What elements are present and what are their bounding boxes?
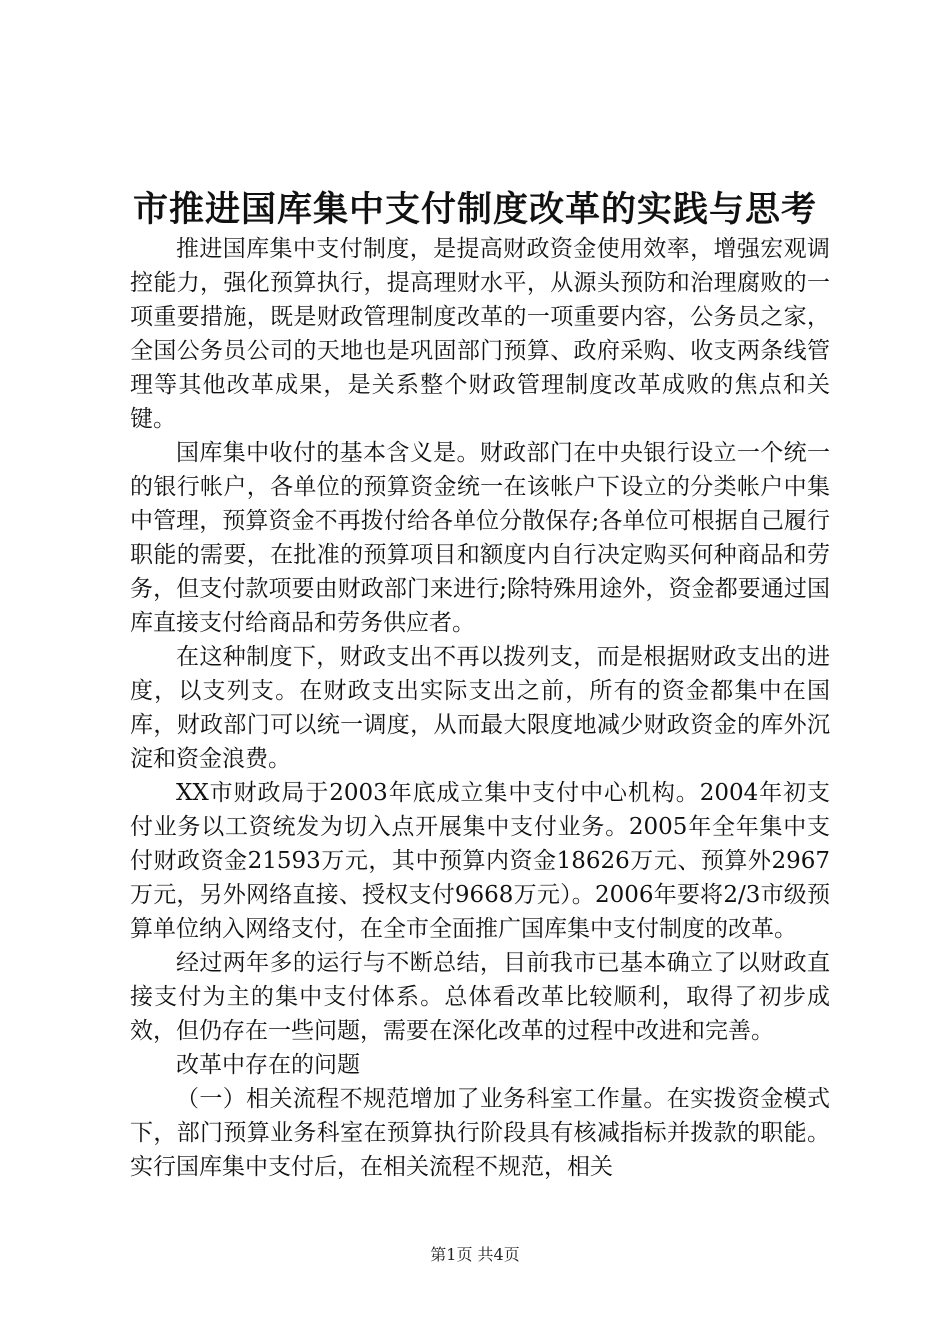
paragraph: 推进国库集中支付制度，是提高财政资金使用效率，增强宏观调控能力，强化预算执行，提高理财水平，从源头预防和治理腐败的一项重要措施，既是财政管理制度改革的一项重要内容，公务员之家，全国公务员公司的天地也是巩固部门预算、政府采购、收支两条线管理等其他改革成果，是关系整个财政管理制度改革成败的焦点和关键。 [130, 236, 830, 432]
page-number: 第1页 共4页 [430, 1245, 520, 1264]
document-title: 市推进国库集中支付制度改革的实践与思考 [132, 189, 817, 230]
paragraph: 国库集中收付的基本含义是。财政部门在中央银行设立一个统一的银行帐户，各单位的预算资金统一在该帐户下设立的分类帐户中集中管理，预算资金不再拨付给各单位分散保存;各单位可根据自己履行职能的需要，在批准的预算项目和额度内自行决定购买何种商品和劳务，但支付款项要由财政部门来进行;除特殊用途外，资金都要通过国库直接支付给商品和劳务供应者。 [130, 440, 830, 636]
document-body [130, 232, 830, 1184]
paragraph: （一）相关流程不规范增加了业务科室工作量。在实拨资金模式下，部门预算业务科室在预算执行阶段具有核减指标并拨款的职能。实行国库集中支付后，在相关流程不规范，相关 [130, 1086, 830, 1180]
paragraph: 在这种制度下，财政支出不再以拨列支，而是根据财政支出的进度，以支列支。在财政支出实际支出之前，所有的资金都集中在国库，财政部门可以统一调度，从而最大限度地减少财政资金的库外沉淀和资金浪费。 [130, 644, 830, 772]
section-heading: 改革中存在的问题 [176, 1052, 360, 1078]
paragraph: XX市财政局于2003年底成立集中支付中心机构。2004年初支付业务以工资统发为切入点开展集中支付业务。2005年全年集中支付财政资金21593万元，其中预算内资金18626万元、预算外2967万元，另外网络直接、授权支付9668万元）。2006年要将2/3市级预算单位纳入网络支付，在全市全面推广国库集中支付制度的改革。 [130, 780, 830, 942]
paragraph: 经过两年多的运行与不断总结，目前我市已基本确立了以财政直接支付为主的集中支付体系。总体看改革比较顺利，取得了初步成效，但仍存在一些问题，需要在深化改革的过程中改进和完善。 [130, 950, 830, 1044]
